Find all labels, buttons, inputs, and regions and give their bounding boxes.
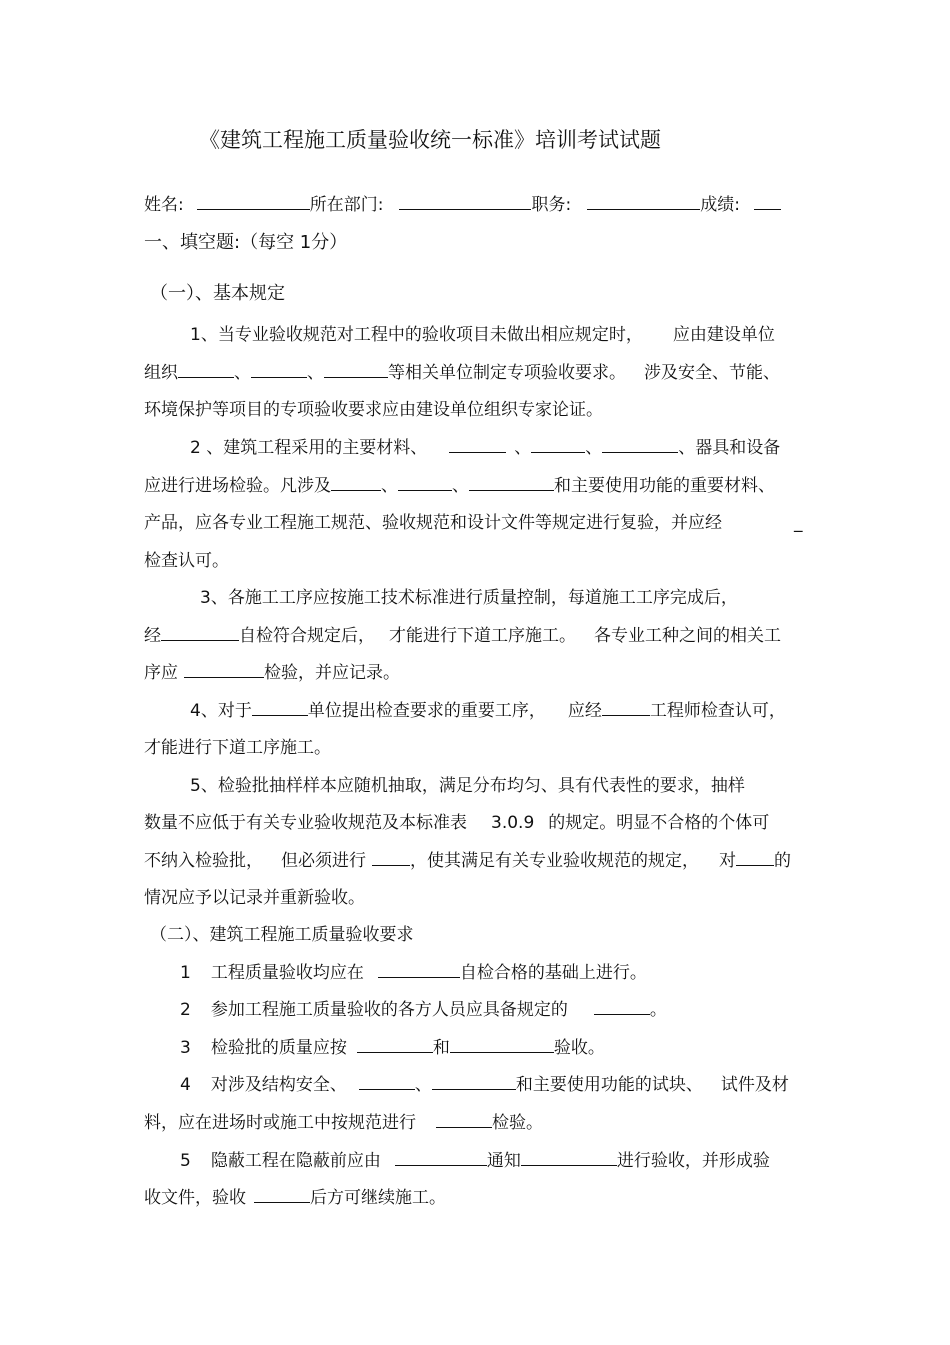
blank[interactable] <box>178 363 234 378</box>
question-2-line-2: 应进行进场检验。凡涉及 、 、 和主要使用功能的重要材料、 <box>144 476 775 496</box>
subsection-heading: （一）、基本规定 <box>150 283 285 304</box>
sub2-question-3: 3 检验批的质量应按 和 验收。 <box>180 1038 605 1058</box>
question-3-line-2: 经 自检符合规定后， 才能进行下道工序施工。 各专业工种之间的相关工 <box>144 626 781 646</box>
question-2-line-1: 2 、建筑工程采用的主要材料、 、 、 、器具和设备 <box>190 438 781 458</box>
question-2-line-3: 产品，应各专业工程施工规范、验收规范和设计文件等规定进行复验，并应经 <box>144 513 722 533</box>
question-4-line-2: 才能进行下道工序施工。 <box>144 738 331 758</box>
sub2-question-5-line-2: 收文件，验收 后方可继续施工。 <box>144 1188 446 1208</box>
header-fields <box>144 194 781 216</box>
blank[interactable] <box>372 851 410 866</box>
name-label: 姓名: <box>144 195 184 215</box>
blank[interactable] <box>531 438 585 453</box>
blank[interactable] <box>602 438 678 453</box>
name-field[interactable] <box>197 195 310 210</box>
blank[interactable] <box>331 476 381 491</box>
question-2-blank-mark: _ <box>794 513 803 533</box>
blank[interactable] <box>436 1113 492 1128</box>
question-4-line-1: 4、对于 单位提出检查要求的重要工序， 应经 工程师检查认可， <box>190 701 786 721</box>
blank[interactable] <box>398 476 452 491</box>
score-label: 成绩: <box>700 195 740 215</box>
question-5-line-2: 数量不应低于有关专业验收规范及本标准表 3.0.9 的规定。明显不合格的个体可 <box>144 813 770 833</box>
blank[interactable] <box>594 1000 650 1015</box>
blank[interactable] <box>252 701 308 716</box>
sub2-question-1: 1 工程质量验收均应在 自检合格的基础上进行。 <box>180 963 647 983</box>
dept-label: 所在部门: <box>309 195 384 215</box>
blank[interactable] <box>184 663 264 678</box>
question-5-line-1: 5、检验批抽样样本应随机抽取，满足分布均匀、具有代表性的要求，抽样 <box>190 776 745 796</box>
sub2-question-4-line-2: 料，应在进场时或施工中按规范进行 检验。 <box>144 1113 543 1133</box>
blank[interactable] <box>450 1038 554 1053</box>
question-5-line-4: 情况应予以记录并重新验收。 <box>144 888 365 908</box>
question-1-line-2: 组织 、 、 等相关单位制定专项验收要求。 涉及安全、节能、 <box>144 363 780 383</box>
sub2-question-4-line-1: 4 对涉及结构安全、 、 和主要使用功能的试块、 试件及材 <box>180 1075 789 1095</box>
blank[interactable] <box>602 701 650 716</box>
blank[interactable] <box>521 1151 617 1166</box>
question-2-line-4: 检查认可。 <box>144 551 229 571</box>
question-3-line-3: 序应 检验，并应记录。 <box>144 663 400 683</box>
score-field[interactable] <box>754 195 781 210</box>
blank[interactable] <box>359 1075 415 1090</box>
blank[interactable] <box>254 1188 310 1203</box>
page-title: 《建筑工程施工质量验收统一标准》培训考试试题 <box>199 128 661 152</box>
blank[interactable] <box>378 963 460 978</box>
blank[interactable] <box>432 1075 516 1090</box>
subsection-heading-2: （二）、建筑工程施工质量验收要求 <box>150 925 414 945</box>
blank[interactable] <box>449 438 506 453</box>
position-field[interactable] <box>587 195 700 210</box>
sub2-question-2: 2 参加工程施工质量验收的各方人员应具备规定的 。 <box>180 1000 667 1020</box>
blank[interactable] <box>469 476 554 491</box>
blank[interactable] <box>251 363 307 378</box>
position-label: 职务: <box>531 195 572 215</box>
blank[interactable] <box>324 363 388 378</box>
blank[interactable] <box>395 1151 487 1166</box>
blank[interactable] <box>161 626 239 641</box>
question-1-line-1: 1、当专业验收规范对工程中的验收项目未做出相应规定时， 应由建设单位 <box>190 325 775 345</box>
sub2-question-5-line-1: 5 隐蔽工程在隐蔽前应由 通知 进行验收，并形成验 <box>180 1151 770 1171</box>
blank[interactable] <box>736 851 774 866</box>
section-heading: 一、填空题:（每空 1分） <box>144 232 348 253</box>
question-3-line-1: 3、各施工工序应按施工技术标准进行质量控制，每道施工工序完成后， <box>200 588 738 608</box>
question-1-line-3: 环境保护等项目的专项验收要求应由建设单位组织专家论证。 <box>144 400 603 420</box>
blank[interactable] <box>357 1038 433 1053</box>
dept-field[interactable] <box>399 195 531 210</box>
question-5-line-3: 不纳入检验批， 但必须进行 ，使其满足有关专业验收规范的规定， 对 的 <box>144 851 791 871</box>
